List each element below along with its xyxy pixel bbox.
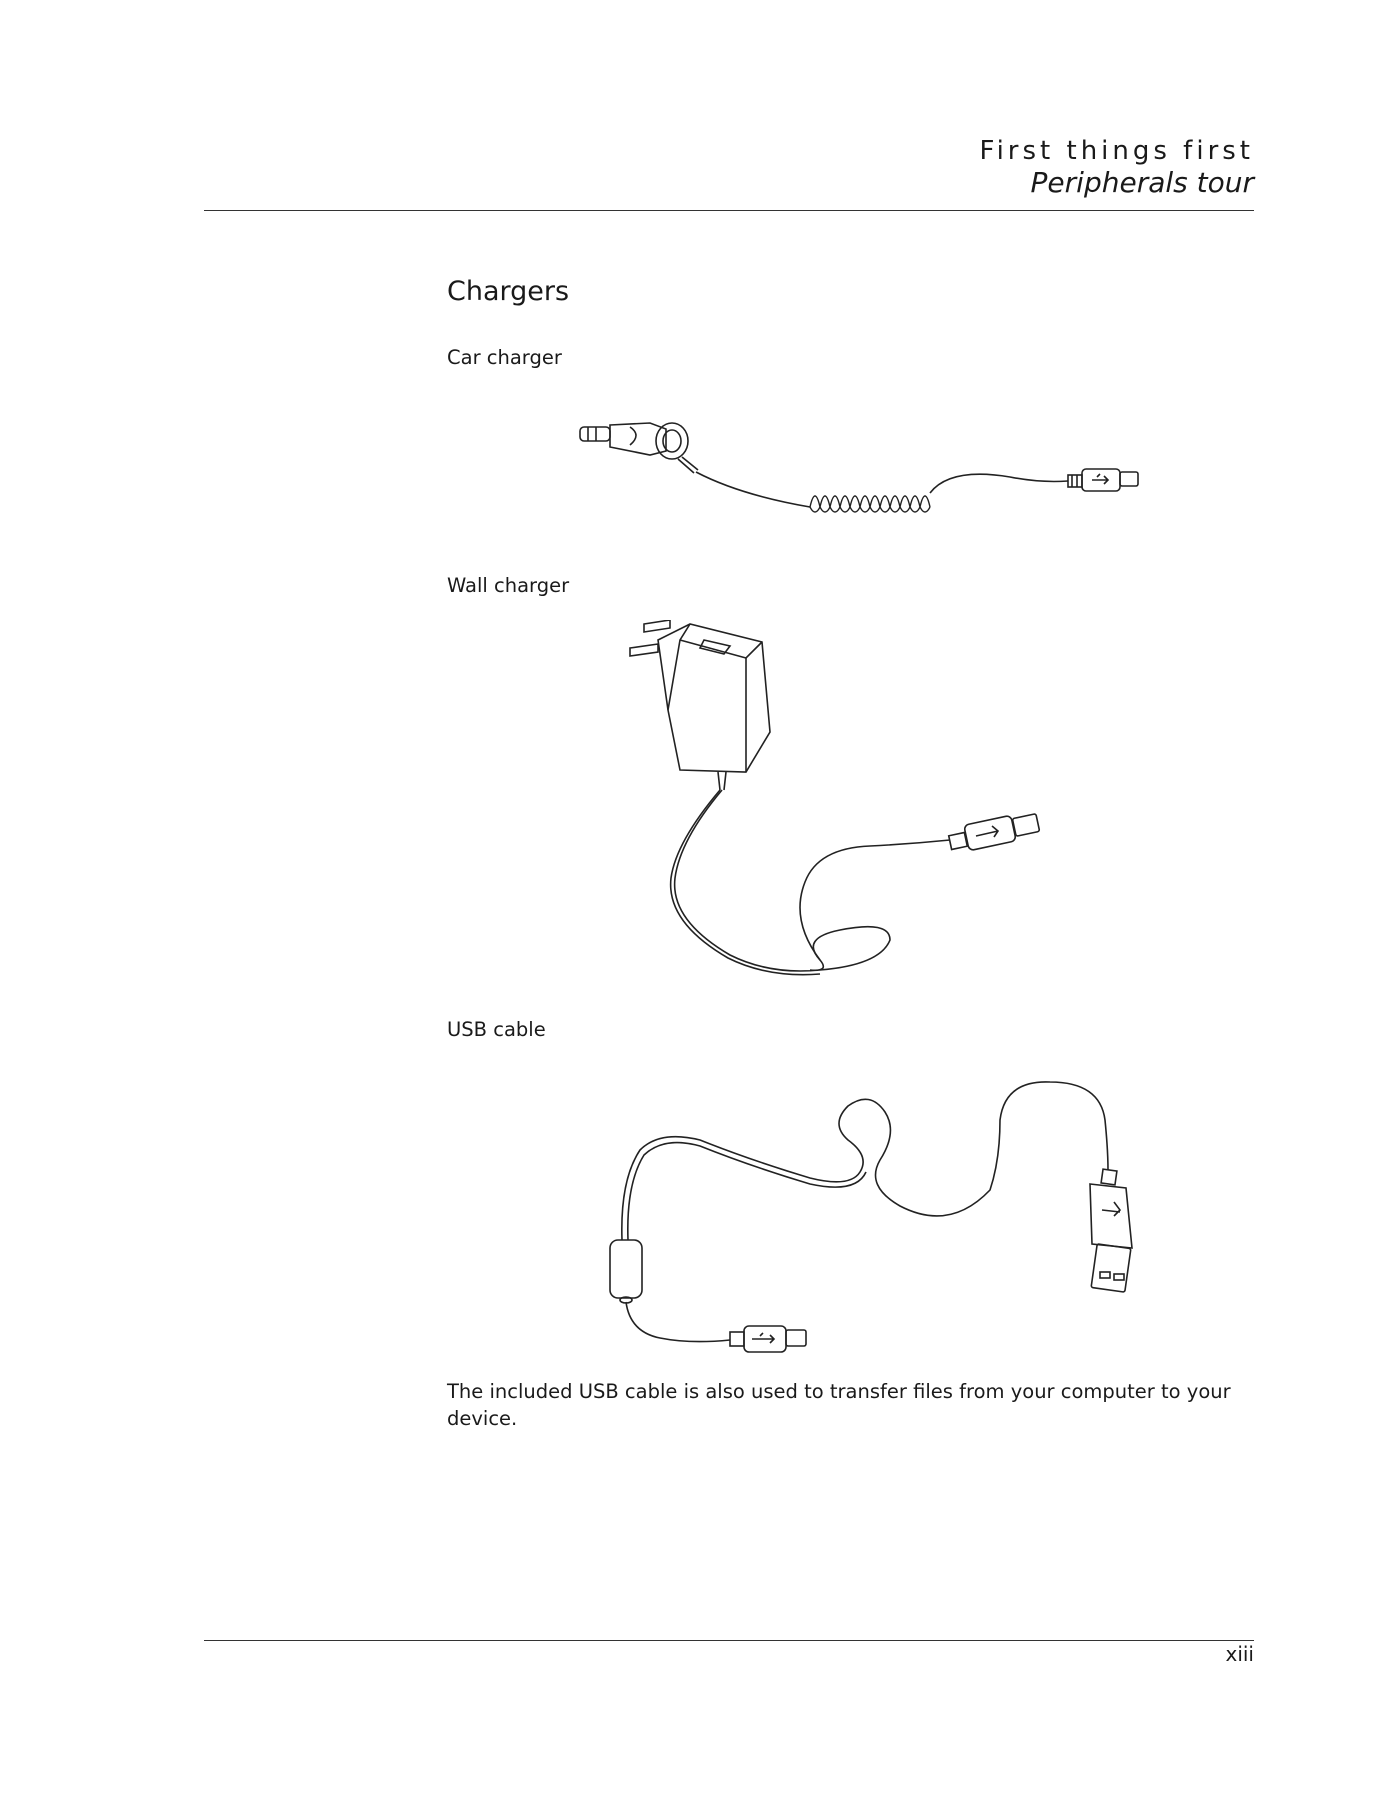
usb-cable-note: The included USB cable is also used to transfer files from your computer to your device. — [447, 1380, 1231, 1430]
wall-charger-caption: Wall charger — [447, 574, 570, 597]
car-charger-caption: Car charger — [447, 346, 562, 369]
footer-divider — [204, 1640, 1254, 1641]
wall-charger-illustration — [620, 620, 1070, 1005]
section-title-header: Peripherals tour — [1030, 166, 1254, 199]
car-charger-illustration — [570, 415, 1150, 525]
page-title: Chargers — [447, 276, 570, 307]
header-divider — [204, 210, 1254, 211]
page-number: xiii — [1225, 1642, 1254, 1666]
usb-cable-illustration — [580, 1060, 1140, 1370]
usb-cable-caption: USB cable — [447, 1018, 546, 1041]
chapter-title: First things first — [979, 136, 1254, 166]
